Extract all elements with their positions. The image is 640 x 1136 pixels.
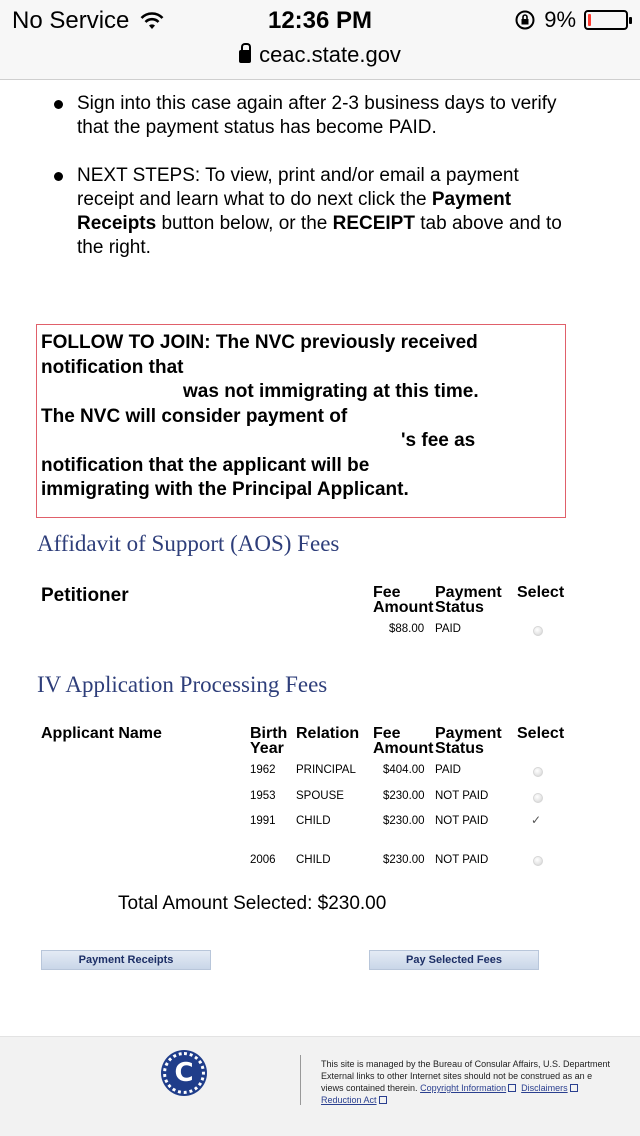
battery-percent: 9% — [544, 7, 576, 32]
total-amount — [118, 893, 386, 915]
footer-line: External links to other Internet sites should not be construed as an e — [321, 1071, 593, 1081]
list-item — [52, 92, 572, 140]
external-link-icon — [379, 1096, 387, 1104]
iv-row-fee: $230.00 — [383, 790, 425, 802]
header-line: Fee — [373, 584, 401, 601]
iv-header-relation: Relation — [296, 725, 360, 742]
iv-row-birth: 1962 — [250, 764, 276, 776]
bullet-text-pre: NEXT STEPS: To view, print and/or email a payment receipt and learn what to do next click the — [77, 165, 519, 210]
aos-status: PAID — [435, 623, 461, 635]
header-line: Status — [435, 740, 484, 757]
iv-header-status — [435, 726, 502, 756]
clock: 12:36 PM — [267, 7, 373, 34]
footer-line — [321, 1094, 640, 1106]
consular-affairs-seal-icon: C — [163, 1052, 205, 1094]
iv-row-status: NOT PAID — [435, 815, 489, 827]
footer-line: This site is managed by the Bureau of Consular Affairs, U.S. Department — [321, 1059, 610, 1069]
status-bar — [0, 0, 640, 40]
paperwork-reduction-act-link[interactable]: Reduction Act — [321, 1095, 377, 1105]
bullet-text-post: tab above and to the right. — [77, 213, 562, 258]
footer-text — [321, 1058, 640, 1106]
aos-section-title: Affidavit of Support (AOS) Fees — [37, 531, 340, 556]
list-item — [52, 164, 572, 260]
notice-line — [41, 429, 561, 454]
notice-line-text: notification that — [41, 356, 184, 378]
carrier-label: No Service — [12, 7, 130, 34]
iv-row-relation: SPOUSE — [296, 790, 344, 802]
iv-header-name: Applicant Name — [41, 725, 162, 742]
iv-row-fee: $230.00 — [383, 854, 425, 866]
iv-row-select-radio[interactable] — [533, 767, 543, 777]
iv-row-select-radio[interactable] — [533, 856, 543, 866]
header-line: Payment — [435, 584, 502, 601]
battery-fill — [588, 14, 591, 26]
external-link-icon — [508, 1084, 516, 1092]
footer-line-text: views contained therein. — [321, 1083, 418, 1093]
lock-icon — [239, 50, 251, 63]
iv-row-relation: CHILD — [296, 854, 331, 866]
instructions-list — [52, 92, 572, 284]
total-value: $230.00 — [317, 893, 387, 914]
iv-row-relation: PRINCIPAL — [296, 764, 356, 776]
iv-row-select-radio[interactable] — [533, 793, 543, 803]
aos-header-fee — [373, 585, 433, 615]
status-right — [514, 7, 628, 33]
battery-icon — [584, 10, 628, 30]
bullet-bold-receipts: Payment Receipts — [77, 189, 512, 234]
header-line: Year — [250, 740, 284, 757]
header-line: Status — [435, 599, 484, 616]
header-line: Amount — [373, 740, 434, 757]
iv-row-status: NOT PAID — [435, 790, 489, 802]
notice-line — [41, 405, 561, 430]
header-line: Payment — [435, 725, 502, 742]
aos-header-select: Select — [517, 584, 565, 601]
aos-select-radio[interactable] — [533, 626, 543, 636]
follow-to-join-notice — [36, 324, 566, 518]
iv-row-status: PAID — [435, 764, 461, 776]
aos-fee: $88.00 — [389, 623, 425, 635]
header-line: Fee — [373, 725, 401, 742]
rotation-lock-icon — [514, 9, 536, 31]
bullet-text-mid: button below, or the — [156, 213, 333, 234]
aos-header-status — [435, 585, 502, 615]
notice-line — [41, 380, 561, 405]
notice-line: immigrating with the Principal Applicant. — [41, 479, 409, 500]
iv-header-fee — [373, 726, 433, 756]
external-link-icon — [570, 1084, 578, 1092]
iv-header-birth — [250, 726, 287, 756]
iv-section-title: IV Application Processing Fees — [37, 672, 328, 697]
iv-row-fee: $230.00 — [383, 815, 425, 827]
notice-line: notification that the applicant will be — [41, 454, 370, 476]
copyright-link[interactable]: Copyright Information — [420, 1083, 507, 1093]
notice-line: FOLLOW TO JOIN: The NVC previously received — [41, 332, 478, 353]
bullet-bold-receipt-tab: RECEIPT — [332, 213, 415, 234]
iv-row-birth: 1953 — [250, 790, 276, 802]
disclaimers-link[interactable]: Disclaimers — [521, 1083, 568, 1093]
notice-line-text: was not immigrating at this time. — [183, 381, 479, 402]
notice-line-text: 's fee as — [401, 430, 476, 451]
iv-row-fee: $404.00 — [383, 764, 425, 776]
iv-row-relation: CHILD — [296, 815, 331, 827]
iv-row-birth: 2006 — [250, 854, 276, 866]
notice-line-text: The NVC will consider payment of — [41, 405, 348, 427]
bullet-text: Sign into this case again after 2-3 business days to verify that the payment status has become PAID. — [77, 93, 557, 138]
notice-line — [41, 356, 561, 381]
iv-row-birth: 1991 — [250, 815, 276, 827]
footer-line — [321, 1082, 640, 1094]
address-bar[interactable] — [0, 40, 640, 80]
iv-row-status: NOT PAID — [435, 854, 489, 866]
footer-divider — [300, 1055, 301, 1105]
header-line: Birth — [250, 725, 288, 742]
petitioner-label: Petitioner — [41, 585, 129, 606]
iv-header-select: Select — [517, 725, 565, 742]
pay-selected-fees-button[interactable]: Pay Selected Fees — [369, 950, 539, 970]
header-line: Amount — [373, 599, 434, 616]
payment-receipts-button[interactable]: Payment Receipts — [41, 950, 211, 970]
iv-row-select-checked[interactable]: ✓ — [531, 813, 542, 827]
total-label: Total Amount Selected: — [118, 893, 313, 914]
url-domain: ceac.state.gov — [259, 42, 401, 67]
